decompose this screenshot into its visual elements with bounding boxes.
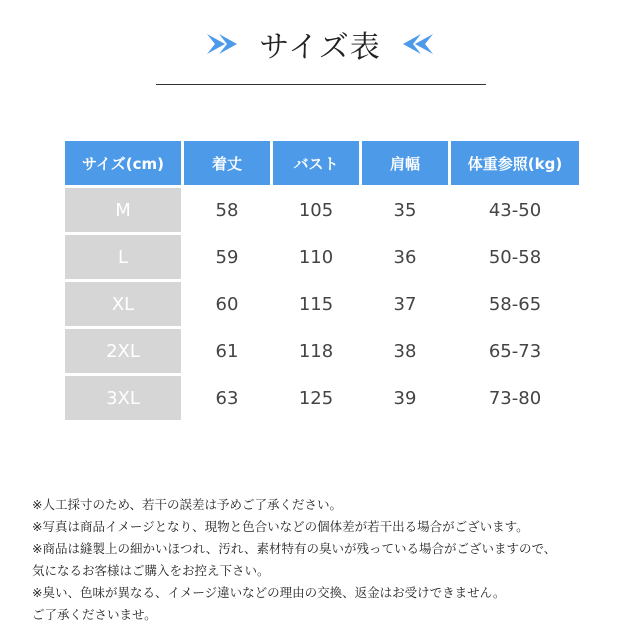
row-size-label: 3XL [65,376,181,420]
title-bar [0,22,640,66]
cell-shoulder: 39 [393,387,417,409]
size-table [65,141,579,423]
cell-bust: 118 [298,340,334,362]
cell-weight: 58-65 [488,293,542,315]
notes-section [32,494,632,626]
header-weight: 体重参照(kg) [451,141,579,185]
header-bust: バスト [273,141,359,185]
row-size-label: XL [65,282,181,326]
cell-bust: 115 [298,293,334,315]
cell-bust: 125 [298,387,334,409]
cell-shoulder: 37 [393,293,417,315]
cell-shoulder: 36 [393,246,417,268]
cell-weight: 65-73 [488,340,542,362]
page-title: サイズ表 [259,30,381,65]
cell-length: 60 [215,293,239,315]
cell-shoulder: 35 [393,199,417,221]
cell-length: 63 [215,387,239,409]
header-size: サイズ(cm) [65,141,181,185]
title-divider [156,84,486,85]
chevron-right-icon [203,31,243,57]
cell-length: 59 [215,246,239,268]
cell-bust: 105 [298,199,334,221]
row-size-label: L [65,235,181,279]
cell-weight: 73-80 [488,387,542,409]
cell-weight: 50-58 [488,246,542,268]
cell-bust: 110 [298,246,334,268]
header-shoulder: 肩幅 [362,141,448,185]
chevron-left-icon [397,31,437,57]
note-line: ご了承くださいませ。 [32,607,157,622]
cell-length: 61 [215,340,239,362]
row-size-label: M [65,188,181,232]
cell-length: 58 [215,199,239,221]
note-line: ※写真は商品イメージとなり、現物と色合いなどの個体差が若干出る場合がございます。 [32,519,529,534]
note-line: ※臭い、色味が異なる、イメージ違いなどの理由の交換、返金はお受けできません。 [32,585,506,600]
note-line: ※人工採寸のため、若干の誤差は予めご了承ください。 [32,497,342,512]
cell-weight: 43-50 [488,199,542,221]
note-line: 気になるお客様はご購入をお控え下さい。 [32,563,270,578]
header-length: 着丈 [184,141,270,185]
cell-shoulder: 38 [393,340,417,362]
note-line: ※商品は縫製上の細かいほつれ、汚れ、素材特有の臭いが残っている場合がございますので、 [32,541,557,556]
row-size-label: 2XL [65,329,181,373]
